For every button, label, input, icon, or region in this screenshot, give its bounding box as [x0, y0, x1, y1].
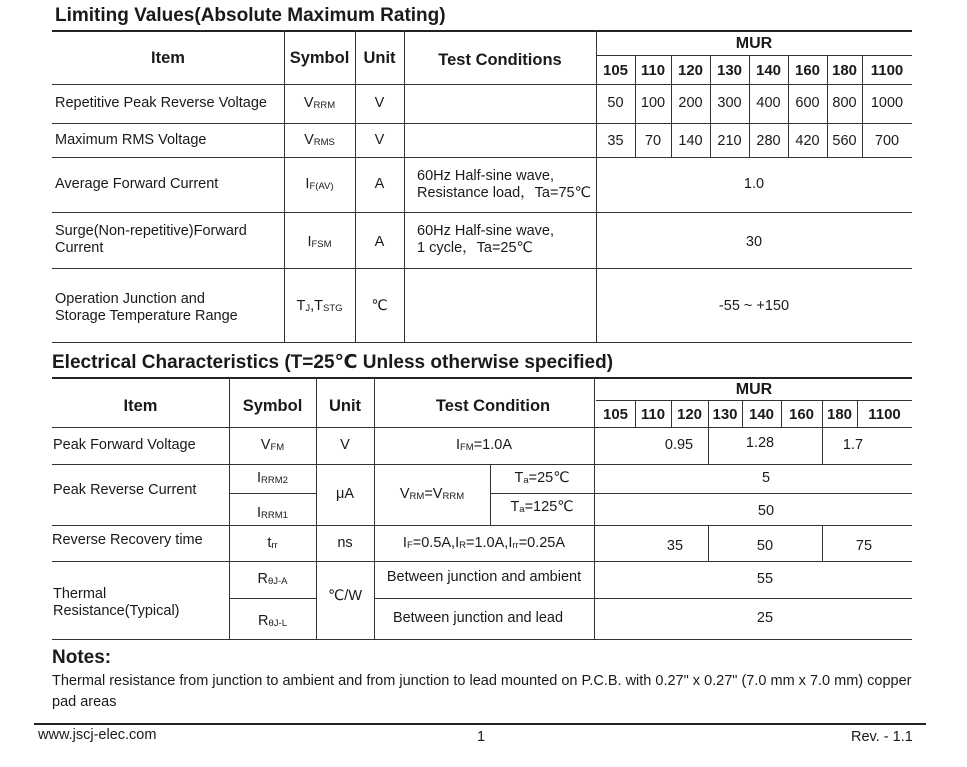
row-thermal-value-ambient: 55	[756, 571, 774, 587]
model-120: 120	[677, 61, 704, 79]
footer-revision: Rev. - 1.1	[851, 729, 913, 745]
row-vrms-unit: V	[374, 131, 385, 148]
model-130: 130	[712, 406, 738, 423]
value-cell: 560	[832, 132, 857, 149]
model-1100: 1100	[870, 61, 904, 79]
value-cell: 35	[666, 537, 684, 554]
footer-divider	[34, 723, 926, 725]
row-ifav-unit: A	[374, 176, 385, 192]
row-vrms-symbol: V $_{RMS}$	[304, 131, 335, 148]
row-vfm-unit: V	[340, 437, 350, 453]
model-140: 140	[748, 406, 775, 423]
row-vrrm-symbol: V $_{RRM}$	[303, 95, 336, 111]
model-110: 110	[640, 406, 666, 423]
value-cell: 50	[756, 537, 774, 554]
row-ifav-value: 1.0	[743, 176, 765, 192]
row-ir-value-25: 5	[761, 470, 771, 486]
table1-mur-divider	[596, 55, 912, 56]
row-ir-ta125: T $_a$ =125℃	[510, 499, 574, 515]
row-vfm-item: Peak Forward Voltage	[53, 437, 196, 453]
model-1100: 1100	[868, 406, 901, 423]
row-ir-symbol-rrm1: I $_{RRM1}$	[257, 504, 288, 521]
row-temp-value: -55 ~ +150	[718, 297, 790, 314]
header2-item: Item	[123, 396, 158, 415]
table2-sub-row-line	[229, 598, 316, 599]
value-cell: 200	[678, 95, 703, 111]
table2-mur-divider	[596, 400, 912, 401]
value-cell: 400	[756, 95, 781, 111]
model-180: 180	[826, 406, 853, 423]
row-temp-unit: ℃	[371, 297, 388, 314]
row-thermal-item: Thermal Resistance(Typical)	[53, 586, 180, 619]
limiting-values-title: Limiting Values(Absolute Maximum Rating)	[55, 5, 446, 26]
value-cell: 300	[717, 95, 742, 111]
row-temp-item: Operation Junction and Storage Temperature Range	[55, 291, 238, 324]
row-vfm-symbol: V $_{FM}$	[260, 437, 285, 453]
model-105: 105	[602, 406, 629, 423]
value-cell: 100	[640, 95, 666, 111]
notes-text: Thermal resistance from junction to ambient and from junction to lead mounted on P.C.B. with 0.27" x 0.27" (7.0 mm x 7.0 mm) copper pad areas	[52, 673, 912, 710]
value-cell: 70	[644, 132, 662, 149]
row-ifsm-value: 30	[745, 233, 763, 250]
row-ifav-symbol: I $_{F(AV)}$	[305, 176, 334, 192]
row-trr-unit: ns	[337, 534, 353, 551]
electrical-characteristics-title: Electrical Characteristics (T=25℃ Unless otherwise specified)	[52, 352, 614, 373]
header-symbol: Symbol	[289, 48, 350, 67]
value-cell: 0.95	[664, 437, 694, 453]
row-ir-item: Peak Reverse Current	[53, 482, 197, 498]
header2-symbol: Symbol	[242, 396, 303, 415]
model-130: 130	[716, 61, 743, 79]
footer-website: www.jscj-elec.com	[38, 727, 157, 743]
header-item: Item	[151, 48, 185, 67]
row-vrrm-item: Repetitive Peak Reverse Voltage	[55, 95, 267, 111]
header-unit: Unit	[363, 48, 396, 67]
header2-unit: Unit	[328, 396, 362, 415]
model-180: 180	[831, 61, 858, 79]
table1-bottom-border	[52, 342, 912, 343]
row-ir-unit: μA	[335, 486, 355, 502]
model-140: 140	[755, 61, 782, 79]
value-cell: 800	[832, 95, 857, 111]
row-thermal-value-lead: 25	[756, 610, 774, 626]
value-cell: 210	[717, 132, 742, 149]
header-mur: MUR	[735, 34, 773, 52]
row-ifsm-unit: A	[374, 233, 385, 250]
value-cell: 600	[795, 95, 820, 111]
row-vfm-test: I $_{FM}$ =1.0A	[455, 437, 513, 453]
row-trr-test: I $_F$ =0.5A,I $_R$ =1.0A,I $_{rr}$ =0.25A	[402, 534, 566, 551]
row-ir-symbol-rrm2: I $_{RRM2}$	[257, 470, 288, 486]
row-ir-value-125: 50	[757, 503, 775, 519]
value-cell: 1000	[870, 95, 904, 111]
table2-bottom-border	[52, 639, 912, 640]
row-trr-item: Reverse Recovery time	[52, 531, 203, 548]
row-ifsm-symbol: I $_{FSM}$	[307, 233, 332, 250]
table1-col-line	[404, 30, 405, 342]
row-ifsm-test: 60Hz Half-sine wave, 1 cycle，Ta=25℃	[417, 223, 554, 256]
notes-title: Notes:	[52, 647, 112, 668]
header2-test-condition: Test Condition	[435, 396, 551, 415]
row-trr-symbol: t $_{rr}$	[267, 534, 278, 551]
row-vrrm-unit: V	[374, 95, 385, 111]
model-110: 110	[640, 61, 666, 79]
value-cell: 50	[607, 95, 624, 111]
row-thermal-test-ambient: Between junction and ambient	[386, 569, 582, 585]
row-ifav-item: Average Forward Current	[55, 176, 219, 192]
header-test-conditions: Test Conditions	[438, 50, 562, 69]
row-ir-test: V $_{RM}$ =V $_{RRM}$	[399, 486, 465, 502]
row-temp-symbol: T $_J$ ,T $_{STG}$	[296, 297, 343, 314]
model-120: 120	[676, 406, 703, 423]
footer-page-number: 1	[477, 729, 486, 745]
value-cell: 140	[678, 132, 703, 149]
header2-mur: MUR	[735, 380, 773, 398]
value-cell: 420	[795, 132, 820, 149]
row-ifsm-item: Surge(Non-repetitive)Forward Current	[55, 223, 247, 256]
value-cell: 280	[756, 132, 781, 149]
table2-sub-row-line	[229, 493, 316, 494]
value-cell: 75	[855, 537, 873, 554]
row-vrms-item: Maximum RMS Voltage	[55, 131, 207, 148]
row-thermal-unit: ℃/W	[328, 587, 362, 604]
row-ir-ta25: T $_a$ =25℃	[514, 470, 570, 486]
value-cell: 700	[874, 132, 900, 149]
model-160: 160	[788, 406, 815, 423]
row-thermal-symbol-jl: R $_{\theta J-L}$	[258, 613, 287, 629]
row-thermal-test-lead: Between junction and lead	[392, 610, 564, 626]
model-105: 105	[602, 61, 629, 79]
row-thermal-symbol-ja: R $_{\theta J-A}$	[257, 571, 288, 587]
value-cell: 1.28	[745, 435, 775, 451]
value-cell: 1.7	[842, 437, 864, 453]
value-cell: 35	[607, 132, 624, 149]
row-ifav-test: 60Hz Half-sine wave, Resistance load，Ta=75℃	[417, 167, 591, 201]
model-160: 160	[794, 61, 821, 79]
